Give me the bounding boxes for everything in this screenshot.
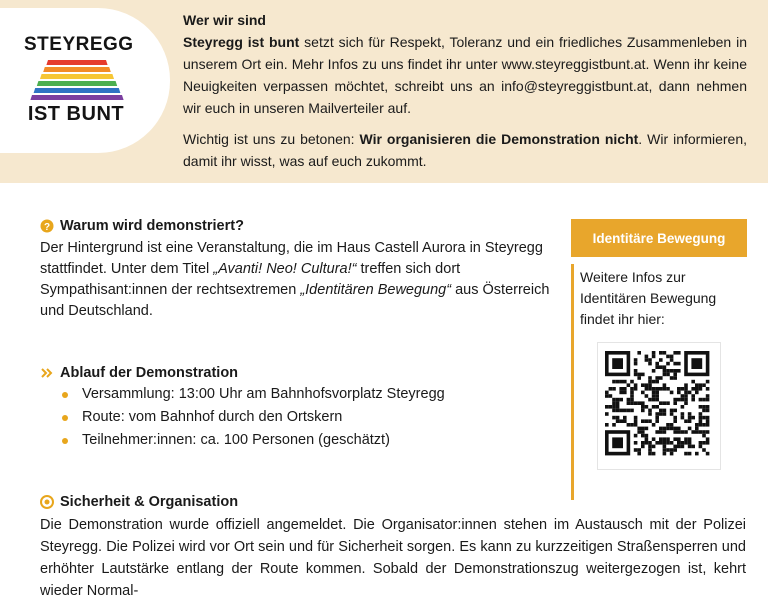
- logo-line-2: IST BUNT: [27, 103, 125, 125]
- rainbow-stripe: [40, 74, 114, 79]
- safety-paragraph: Die Demonstration wurde offiziell angemeldet. Die Organisator:innen stehen im Austausch mit der Polizei Steyregg. Die Polizei wird vor Ort sein und für Sicherheit sorgen. Es kann zu kurzzeitigen Straßensperren und erhöhter Lautstärke entlang der Route kommen. Sobald der Demonstrationszug weitergezogen ist, kehrt wieder Normal-: [40, 517, 746, 599]
- rainbow-stripe: [43, 67, 111, 72]
- intro-heading: Wer wir sind: [183, 12, 266, 28]
- schedule-heading: [40, 365, 238, 381]
- intro-paragraph-2-start: Wichtig ist uns zu betonen:: [183, 131, 360, 147]
- intro-emphasis: Wir organisieren die Demonstration nicht: [359, 131, 639, 147]
- why-text: [40, 238, 560, 322]
- list-item: Versammlung: 13:00 Uhr am Bahnhofsvorplatz Steyregg: [62, 383, 445, 406]
- double-chevron-right-icon: [40, 366, 54, 380]
- intro-paragraph-2: [183, 128, 747, 172]
- safety-heading: [40, 494, 238, 510]
- rainbow-stripes: [0, 8, 170, 153]
- why-heading-text: Warum wird demonstriert?: [60, 218, 244, 234]
- qr-code[interactable]: [597, 342, 721, 470]
- safety-text: [40, 514, 746, 602]
- list-item: Teilnehmer:innen: ca. 100 Personen (geschätzt): [62, 429, 445, 452]
- schedule-heading-text: Ablauf der Demonstration: [60, 365, 239, 381]
- sidebar-info-paragraph: Weitere Infos zur Identitären Bewegung findet ihr hier:: [580, 269, 717, 327]
- intro-text: [183, 9, 747, 172]
- why-text-a: Der Hintergrund ist eine Veranstaltung, die im Haus Castell Aurora in Steyregg stattfindet. Unter dem Titel: [40, 240, 543, 277]
- svg-text:?: ?: [43, 222, 51, 233]
- intro-paragraph-1-text: setzt sich für Respekt, Toleranz und ein friedliches Zusammenleben in unserem Ort ein. Mehr Infos zu uns findet ihr unter www.steyreggistbunt.at. Wenn ihr keine Neuigkeiten verpassen möchtet, schreibt uns an info@steyreggistbunt.at, dann nehmen wir euch in unseren Mailverteiler auf.: [183, 34, 747, 116]
- list-item: Route: vom Bahnhof durch den Ortskern: [62, 406, 445, 429]
- event-title: „Avanti! Neo! Cultura!“: [213, 261, 357, 277]
- why-heading: [40, 218, 244, 234]
- target-circle-icon: [40, 495, 54, 509]
- intro-paragraph-1: [183, 31, 747, 119]
- qr-code-image: [598, 343, 718, 467]
- identitaere-bewegung-button[interactable]: Identitäre Bewegung: [571, 219, 747, 257]
- why-text-b: treffen sich dort Sympathisant:innen der rechtsextremen: [40, 261, 461, 298]
- logo: [0, 8, 170, 153]
- header-band: [0, 0, 768, 183]
- sidebar-accent-border: [571, 264, 574, 500]
- safety-heading-text: Sicherheit & Organisation: [60, 494, 239, 510]
- why-text-c: aus Österreich und Deutschland.: [40, 282, 550, 319]
- rainbow-stripe: [30, 95, 123, 100]
- rainbow-stripe: [37, 81, 117, 86]
- schedule-list: [62, 383, 445, 452]
- rainbow-stripe: [46, 60, 107, 65]
- rainbow-stripe: [34, 88, 121, 93]
- logo-line-1: STEYREGG: [24, 34, 134, 55]
- sidebar-info-text: [580, 267, 740, 330]
- question-circle-icon: [40, 219, 54, 233]
- intro-paragraph-2-end: . Wir informieren, damit ihr wisst, was auf euch zukommt.: [183, 131, 748, 169]
- movement-name: „Identitären Bewegung“: [300, 282, 452, 298]
- intro-org-name: Steyregg ist bunt: [183, 34, 300, 50]
